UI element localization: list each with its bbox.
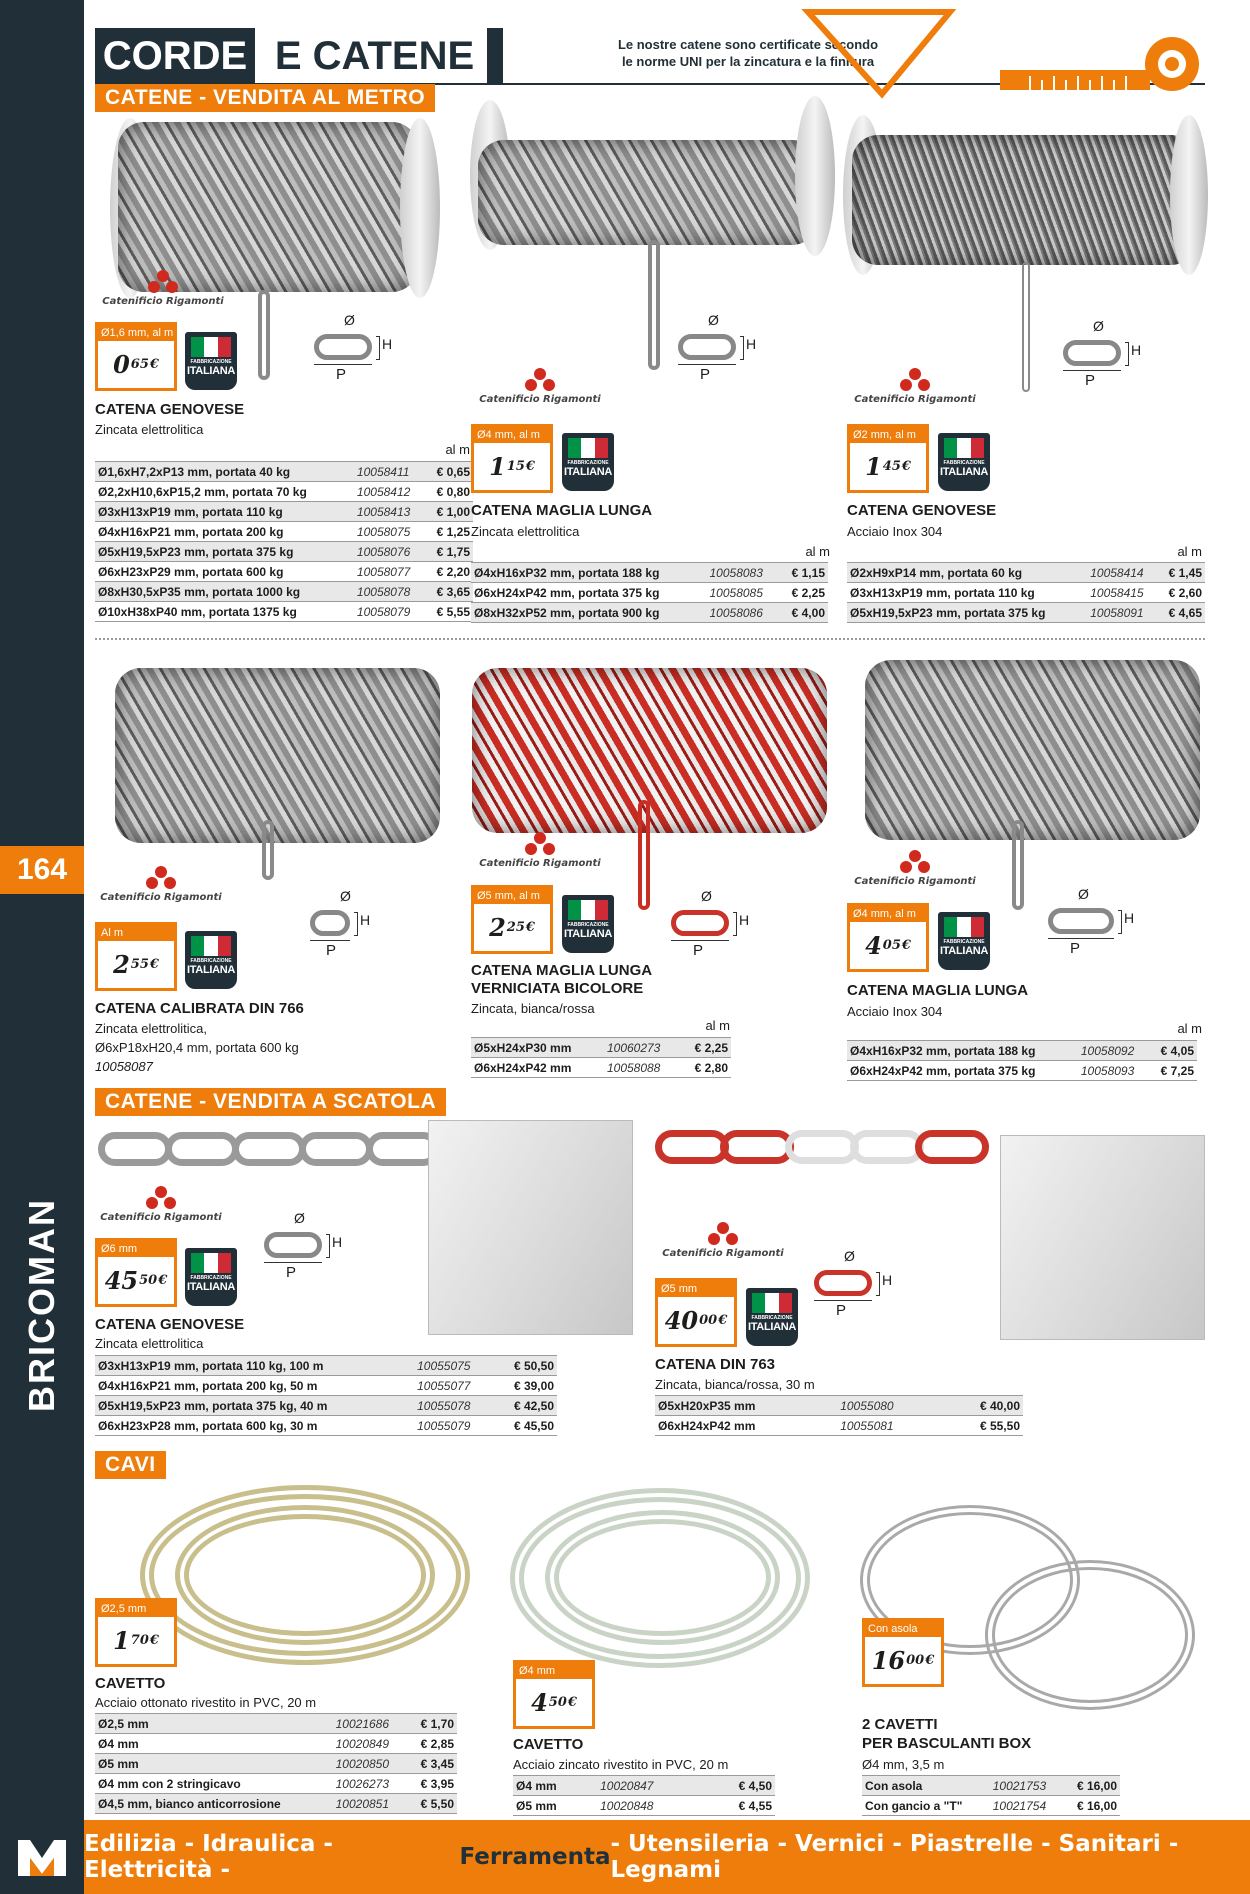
made-in-italy-badge: FABBRICAZIONE ITALIANA	[185, 332, 237, 390]
rigamonti-logo-text: Catenificio Rigamonti	[854, 394, 976, 405]
price-tag-spec: Ø6 mm	[98, 1241, 174, 1257]
price-amount: 1 70 €	[113, 1626, 159, 1655]
chain-link-image	[850, 1130, 924, 1164]
table-row: Ø2,5 mm 10021686 € 1,70	[95, 1714, 457, 1734]
italian-flag-icon	[752, 1293, 792, 1313]
table-row: Ø6xH24xP42 mm 10055081 € 55,50	[655, 1416, 1023, 1436]
product-name: CATENA GENOVESE	[95, 1316, 245, 1333]
product-name-line2: VERNICIATA BICOLORE	[471, 980, 644, 997]
brand-logo-vertical	[19, 1145, 65, 1465]
product-description: Acciaio Inox 304	[847, 1004, 943, 1019]
table-row: Ø4xH16xP32 mm, portata 188 kg 10058092 € 4,05	[847, 1041, 1197, 1061]
cert-note-line1: Le nostre catene sono certificate secondo	[617, 37, 879, 52]
product-name: CATENA DIN 763	[655, 1356, 776, 1373]
table-row: Ø5 mm 10020848 € 4,55	[513, 1796, 775, 1816]
product-description: Acciaio zincato rivestito in PVC, 20 m	[513, 1757, 729, 1772]
table-row: Ø6xH24xP42 mm, portata 375 kg 10058085 € 2,25	[471, 583, 828, 603]
chain-spool-image	[115, 668, 440, 843]
italian-flag-icon	[568, 900, 608, 920]
product-description: Zincata, bianca/rossa, 30 m	[655, 1377, 815, 1392]
chain-link-icon	[814, 1270, 872, 1296]
price-amount: 4 50 €	[531, 1688, 577, 1717]
rigamonti-logo-text: Catenificio Rigamonti	[102, 296, 224, 307]
variants-table	[862, 1775, 1120, 1816]
made-in-italy-badge: FABBRICAZIONE ITALIANA	[938, 433, 990, 491]
hanging-chain-image	[638, 800, 650, 910]
footer-categories-1: Edilizia - Idraulica - Elettricità -	[84, 1831, 333, 1883]
price-tag	[862, 1618, 944, 1687]
chain-spool-image	[478, 140, 818, 245]
title-accent-block	[487, 28, 503, 84]
italian-flag-icon	[944, 917, 984, 937]
product-description: Zincata elettrolitica,	[95, 1021, 207, 1036]
product-name: CATENA GENOVESE	[95, 401, 245, 418]
table-row: Ø6xH24xP42 mm, portata 375 kg 10058093 € 7,25	[847, 1061, 1197, 1081]
chain-link-image	[915, 1130, 989, 1164]
table-row: Ø3xH13xP19 mm, portata 110 kg 10058413 € 1,00	[95, 502, 473, 522]
price-tag	[95, 1598, 177, 1667]
product-name-line2: PER BASCULANTI BOX	[862, 1735, 1032, 1752]
brand-name: BRICOMAN	[21, 1198, 63, 1412]
chain-link-icon	[1063, 340, 1121, 366]
table-row: Ø4,5 mm, bianco anticorrosione 10020851 € 5,50	[95, 1794, 457, 1814]
unit-label: al m	[445, 442, 470, 457]
rigamonti-logo-text: Catenificio Rigamonti	[854, 876, 976, 887]
chain-link-image	[720, 1130, 794, 1164]
chain-link-image	[232, 1132, 306, 1166]
price-tag	[655, 1278, 737, 1347]
trefoil-icon	[525, 832, 555, 856]
tape-measure-icon	[1000, 34, 1205, 94]
product-description: Acciaio Inox 304	[847, 524, 943, 539]
page-number: 164	[0, 846, 84, 894]
made-in-italy-badge: FABBRICAZIONE ITALIANA	[562, 895, 614, 953]
trefoil-icon	[525, 368, 555, 392]
table-row: Con asola 10021753 € 16,00	[862, 1776, 1120, 1796]
chain-link-image	[655, 1130, 729, 1164]
cable-coil-image	[175, 1505, 435, 1645]
price-tag-spec: Con asola	[865, 1621, 941, 1637]
price-amount: 16 00 €	[871, 1646, 935, 1675]
hanging-chain-image	[262, 820, 274, 880]
price-amount: 1 15 €	[489, 452, 535, 481]
chain-link-icon	[310, 910, 350, 936]
table-row: Ø6xH23xP28 mm, portata 600 kg, 30 m 10055079 € 45,50	[95, 1416, 557, 1436]
price-tag-spec: Ø4 mm	[516, 1663, 592, 1679]
product-description: Zincata, bianca/rossa	[471, 1001, 595, 1016]
trefoil-icon	[146, 1186, 176, 1210]
italian-flag-icon	[191, 1253, 231, 1273]
rigamonti-logo	[850, 368, 980, 405]
hanging-chain-image	[648, 240, 660, 370]
price-tag-spec: Ø1,6 mm, al m	[98, 325, 174, 341]
table-row: Ø6xH24xP42 mm 10058088 € 2,80	[471, 1058, 731, 1078]
price-tag	[847, 424, 929, 493]
product-description: Zincata elettrolitica	[95, 422, 204, 437]
link-dimension-diagram: Ø H P	[306, 312, 406, 382]
price-amount: 45 50 €	[104, 1266, 168, 1295]
chain-spool-image	[118, 122, 418, 292]
price-tag-spec: Ø5 mm	[658, 1281, 734, 1297]
trefoil-icon	[900, 850, 930, 874]
product-name: CATENA MAGLIA LUNGA	[471, 502, 653, 519]
table-row: Ø5xH24xP30 mm 10060273 € 2,25	[471, 1038, 731, 1058]
table-row: Ø3xH13xP19 mm, portata 110 kg, 100 m 10055075 € 50,50	[95, 1356, 557, 1376]
unit-label: al m	[705, 1018, 730, 1033]
price-amount: 1 45 €	[865, 452, 911, 481]
chain-link-image	[98, 1132, 172, 1166]
section-rule	[95, 1464, 1205, 1466]
chain-spool-image	[865, 660, 1200, 840]
made-in-italy-badge: FABBRICAZIONE ITALIANA	[938, 912, 990, 970]
table-row: Ø4xH16xP32 mm, portata 188 kg 10058083 € 1,15	[471, 563, 828, 583]
product-name: CAVETTO	[513, 1736, 584, 1753]
orange-triangle-icon	[800, 6, 960, 100]
footer-categories-2: - Utensileria - Vernici - Piastrelle - Sanitari - Legnami	[610, 1831, 1179, 1883]
table-row: Ø4 mm 10020849 € 2,85	[95, 1734, 457, 1754]
table-row: Con gancio a "T" 10021754 € 16,00	[862, 1796, 1120, 1816]
table-row: Ø5xH19,5xP23 mm, portata 375 kg 10058076 € 1,75	[95, 542, 473, 562]
italian-flag-icon	[944, 438, 984, 458]
price-tag	[847, 903, 929, 972]
link-dimension-diagram: Ø H P	[256, 1210, 356, 1280]
packaging-box-image	[428, 1120, 633, 1335]
price-tag	[95, 322, 177, 391]
price-tag-spec: Ø4 mm, al m	[850, 906, 926, 922]
hanging-chain-image	[258, 290, 270, 380]
link-dimension-diagram: Ø H P	[806, 1248, 906, 1318]
table-row: Ø1,6xH7,2xP13 mm, portata 40 kg 10058411 € 0,65	[95, 462, 473, 482]
table-row: Ø4xH16xP21 mm, portata 200 kg 10058075 € 1,25	[95, 522, 473, 542]
table-row: Ø2xH9xP14 mm, portata 60 kg 10058414 € 1,45	[847, 563, 1205, 583]
rigamonti-logo	[96, 1186, 226, 1223]
table-row: Ø4 mm con 2 stringicavo 10026273 € 3,95	[95, 1774, 457, 1794]
product-name: CATENA CALIBRATA DIN 766	[95, 1000, 304, 1017]
cable-coil-image	[985, 1560, 1195, 1710]
table-row: Ø4 mm 10020847 € 4,50	[513, 1776, 775, 1796]
hanging-chain-image	[1022, 262, 1030, 392]
product-description-extra: Ø6xP18xH20,4 mm, portata 600 kg	[95, 1040, 299, 1055]
variants-table	[847, 562, 1205, 623]
variants-table	[847, 1040, 1197, 1081]
table-row: Ø8xH32xP52 mm, portata 900 kg 10058086 € 4,00	[471, 603, 828, 623]
section-tab-metro: CATENE - VENDITA AL METRO	[95, 84, 435, 112]
rigamonti-logo-text: Catenificio Rigamonti	[100, 1212, 222, 1223]
price-amount: 2 25 €	[489, 913, 535, 942]
product-name: CATENA GENOVESE	[847, 502, 997, 519]
italian-flag-icon	[568, 438, 608, 458]
product-name: 2 CAVETTI	[862, 1716, 938, 1733]
variants-table	[471, 562, 828, 623]
cert-note-line2: le norme UNI per la zincatura e la finitura	[621, 54, 875, 69]
rigamonti-logo	[98, 270, 228, 307]
spool-flange	[795, 96, 835, 256]
footer-category-bar	[84, 1820, 1250, 1894]
italian-flag-icon	[191, 337, 231, 357]
row-separator	[95, 638, 1205, 640]
page-title-corde: CORDE	[95, 28, 255, 84]
section-tab-scatola: CATENE - VENDITA A SCATOLA	[95, 1088, 446, 1116]
chain-link-icon	[1048, 908, 1114, 934]
table-row: Ø3xH13xP19 mm, portata 110 kg 10058415 € 2,60	[847, 583, 1205, 603]
variants-table	[471, 1037, 731, 1078]
section-tab-cavi: CAVI	[95, 1451, 166, 1479]
chain-link-icon	[678, 334, 736, 360]
link-dimension-diagram: Ø H P	[1055, 318, 1155, 388]
made-in-italy-badge: FABBRICAZIONE ITALIANA	[185, 931, 237, 989]
link-dimension-diagram: Ø H P	[663, 888, 763, 958]
price-tag	[95, 1238, 177, 1307]
chain-link-image	[299, 1132, 373, 1166]
rigamonti-logo-text: Catenificio Rigamonti	[479, 394, 601, 405]
product-description: Zincata elettrolitica	[95, 1336, 204, 1351]
product-description: Zincata elettrolitica	[471, 524, 580, 539]
table-row: Ø2,2xH10,6xP15,2 mm, portata 70 kg 10058412 € 0,80	[95, 482, 473, 502]
table-row: Ø10xH38xP40 mm, portata 1375 kg 10058079 € 5,55	[95, 602, 473, 622]
table-row: Ø5xH20xP35 mm 10055080 € 40,00	[655, 1396, 1023, 1416]
price-tag	[513, 1660, 595, 1729]
cable-coil-image	[545, 1510, 780, 1645]
price-tag	[471, 424, 553, 493]
trefoil-icon	[146, 866, 176, 890]
chain-link-icon	[671, 910, 729, 936]
rigamonti-logo-text: Catenificio Rigamonti	[100, 892, 222, 903]
price-amount: 2 55 €	[113, 950, 159, 979]
variants-table	[95, 461, 473, 622]
m-logo-icon	[14, 1834, 70, 1880]
table-row: Ø6xH23xP29 mm, portata 600 kg 10058077 € 2,20	[95, 562, 473, 582]
made-in-italy-badge: FABBRICAZIONE ITALIANA	[746, 1288, 798, 1346]
chain-link-image	[165, 1132, 239, 1166]
table-row: Ø8xH30,5xP35 mm, portata 1000 kg 10058078 € 3,65	[95, 582, 473, 602]
spool-flange	[400, 118, 440, 298]
trefoil-icon	[148, 270, 178, 294]
link-dimension-diagram: Ø H P	[1040, 886, 1140, 956]
made-in-italy-badge: FABBRICAZIONE ITALIANA	[185, 1248, 237, 1306]
chain-link-icon	[314, 334, 372, 360]
table-row: Ø5 mm 10020850 € 3,45	[95, 1754, 457, 1774]
table-row: Ø5xH19,5xP23 mm, portata 375 kg, 40 m 10055078 € 42,50	[95, 1396, 557, 1416]
unit-label: al m	[1177, 1021, 1202, 1036]
link-dimension-diagram: Ø H P	[302, 888, 402, 958]
rigamonti-logo-text: Catenificio Rigamonti	[479, 858, 601, 869]
packaging-box-image	[1000, 1135, 1205, 1340]
price-tag-spec: Ø5 mm, al m	[474, 888, 550, 904]
rigamonti-logo	[475, 832, 605, 869]
rigamonti-logo	[850, 850, 980, 887]
price-tag-spec: Ø2,5 mm	[98, 1601, 174, 1617]
hanging-chain-image	[1012, 820, 1024, 910]
trefoil-icon	[900, 368, 930, 392]
price-amount: 0 65 €	[113, 350, 159, 379]
price-tag-spec: Al m	[98, 925, 174, 941]
unit-label: al m	[1177, 544, 1202, 559]
product-name: CATENA MAGLIA LUNGA	[471, 962, 653, 979]
variants-table	[95, 1355, 557, 1436]
brand-sidebar	[0, 0, 84, 1894]
italian-flag-icon	[191, 936, 231, 956]
rigamonti-logo	[658, 1222, 788, 1259]
page-title-catene: E CATENE	[274, 33, 475, 78]
chain-link-icon	[264, 1232, 322, 1258]
price-tag-spec: Ø4 mm, al m	[474, 427, 550, 443]
unit-label: al m	[805, 544, 830, 559]
table-row: Ø5xH19,5xP23 mm, portata 375 kg 10058091 € 4,65	[847, 603, 1205, 623]
made-in-italy-badge: FABBRICAZIONE ITALIANA	[562, 433, 614, 491]
trefoil-icon	[708, 1222, 738, 1246]
footer-categories-highlight: Ferramenta	[459, 1844, 611, 1870]
table-row: Ø4xH16xP21 mm, portata 200 kg, 50 m 10055077 € 39,00	[95, 1376, 557, 1396]
product-description: Acciaio ottonato rivestito in PVC, 20 m	[95, 1695, 317, 1710]
rigamonti-logo	[475, 368, 605, 405]
product-name: CAVETTO	[95, 1675, 166, 1692]
product-name: CATENA MAGLIA LUNGA	[847, 982, 1029, 999]
corner-m-logo	[0, 1820, 84, 1894]
spool-flange	[1170, 115, 1208, 275]
rigamonti-logo	[96, 866, 226, 903]
rigamonti-logo-text: Catenificio Rigamonti	[662, 1248, 784, 1259]
price-amount: 40 00 €	[664, 1306, 728, 1335]
chain-link-image	[785, 1130, 859, 1164]
product-code: 10058087	[95, 1059, 153, 1074]
price-tag	[95, 922, 177, 991]
variants-table	[95, 1713, 457, 1814]
price-amount: 4 05 €	[865, 931, 911, 960]
product-description: Ø4 mm, 3,5 m	[862, 1757, 945, 1772]
price-tag	[471, 885, 553, 954]
variants-table	[513, 1775, 775, 1816]
chain-spool-image	[852, 135, 1197, 265]
price-tag-spec: Ø2 mm, al m	[850, 427, 926, 443]
link-dimension-diagram: Ø H P	[670, 312, 770, 382]
variants-table	[655, 1395, 1023, 1436]
